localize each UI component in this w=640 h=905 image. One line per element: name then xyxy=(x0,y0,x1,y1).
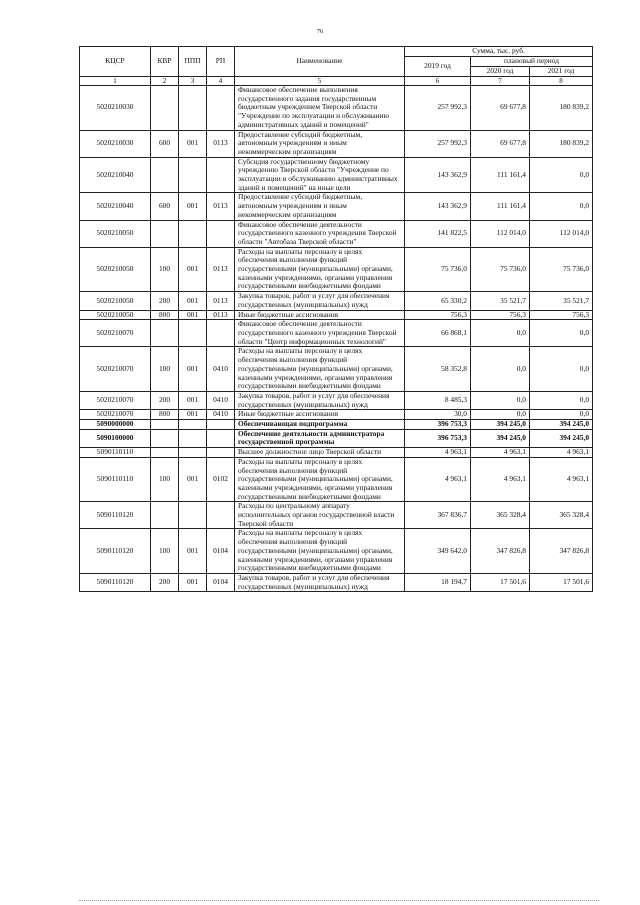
cell-2021: 4 963,1 xyxy=(530,457,593,502)
cell-2021: 365 328,4 xyxy=(530,502,593,529)
cell-ppp: 001 xyxy=(179,457,207,502)
cell-ppp xyxy=(179,220,207,247)
cell-2021: 35 521,7 xyxy=(530,292,593,310)
header-name: Наименование xyxy=(235,47,405,77)
cell-2021: 0,0 xyxy=(530,157,593,193)
table-row xyxy=(80,502,593,529)
cell-kvr: 200 xyxy=(151,391,179,409)
cell-name: Закупка товаров, работ и услуг для обеспечения государственных (муниципальных) нужд xyxy=(235,391,405,409)
cell-name: Финансовое обеспечение деятельности государственного казенного учреждения Тверской области "Центр информационных технологий" xyxy=(235,320,405,347)
cell-2021: 756,3 xyxy=(530,310,593,320)
table-row xyxy=(80,247,593,292)
cell-kvr: 600 xyxy=(151,193,179,220)
cell-2021: 112 014,0 xyxy=(530,220,593,247)
cell-2020: 0,0 xyxy=(471,391,530,409)
cell-kcsr: 5020210040 xyxy=(80,157,151,193)
cell-kvr: 600 xyxy=(151,130,179,157)
cell-rp: 0104 xyxy=(207,529,235,574)
cell-2020: 35 521,7 xyxy=(471,292,530,310)
cell-name: Расходы на выплаты персоналу в целях обеспечения выполнения функций государственными (муниципальными) органами, казенными учреждениями, органами управления государственными внебюджетными фондами xyxy=(235,529,405,574)
cell-kvr: 200 xyxy=(151,573,179,591)
table-row xyxy=(80,157,593,193)
cell-ppp: 001 xyxy=(179,410,207,420)
cell-2020: 394 245,0 xyxy=(471,429,530,447)
table-row xyxy=(80,86,593,131)
cell-2021: 347 826,8 xyxy=(530,529,593,574)
cell-2020: 394 245,0 xyxy=(471,420,530,430)
cell-ppp: 001 xyxy=(179,529,207,574)
cell-2020: 69 677,8 xyxy=(471,130,530,157)
cell-2019: 396 753,3 xyxy=(405,420,471,430)
table-row xyxy=(80,391,593,409)
cell-kcsr: 5020210050 xyxy=(80,310,151,320)
cell-2019: 143 362,9 xyxy=(405,193,471,220)
cell-2019: 4 963,1 xyxy=(405,448,471,458)
cell-2021: 394 245,0 xyxy=(530,420,593,430)
cell-2019: 66 868,1 xyxy=(405,320,471,347)
cell-kcsr: 5020210050 xyxy=(80,247,151,292)
table-row xyxy=(80,320,593,347)
cell-2019: 58 352,8 xyxy=(405,347,471,392)
cell-kcsr: 5090000000 xyxy=(80,420,151,430)
cell-2019: 65 330,2 xyxy=(405,292,471,310)
cell-kcsr: 5020210070 xyxy=(80,320,151,347)
table-row xyxy=(80,573,593,591)
cell-kcsr: 5090110120 xyxy=(80,573,151,591)
cell-ppp: 001 xyxy=(179,247,207,292)
cell-2020: 756,3 xyxy=(471,310,530,320)
cell-2021: 0,0 xyxy=(530,347,593,392)
cell-ppp: 001 xyxy=(179,347,207,392)
cell-2020: 4 963,1 xyxy=(471,448,530,458)
header-kvr: КВР xyxy=(151,47,179,77)
cell-2020: 365 328,4 xyxy=(471,502,530,529)
cell-kvr: 200 xyxy=(151,292,179,310)
cell-kvr: 800 xyxy=(151,310,179,320)
cell-rp: 0113 xyxy=(207,292,235,310)
cell-2019: 143 362,9 xyxy=(405,157,471,193)
cell-2020: 111 161,4 xyxy=(471,193,530,220)
column-index: 3 xyxy=(179,77,207,86)
cell-kcsr: 5020210070 xyxy=(80,391,151,409)
cell-kcsr: 5020210070 xyxy=(80,347,151,392)
cell-name: Предоставление субсидий бюджетным, автономным учреждениям и иным некоммерческим организациям xyxy=(235,193,405,220)
cell-kcsr: 5020210050 xyxy=(80,292,151,310)
cell-name: Иные бюджетные ассигнования xyxy=(235,410,405,420)
footer-line xyxy=(79,898,599,903)
cell-2021: 4 963,1 xyxy=(530,448,593,458)
column-index: 4 xyxy=(207,77,235,86)
cell-ppp xyxy=(179,86,207,131)
header-planned-period: плановый период xyxy=(471,57,593,67)
cell-2019: 8 485,3 xyxy=(405,391,471,409)
cell-ppp xyxy=(179,429,207,447)
cell-2021: 75 736,0 xyxy=(530,247,593,292)
cell-2021: 17 501,6 xyxy=(530,573,593,591)
cell-rp: 0410 xyxy=(207,410,235,420)
header-rp: РП xyxy=(207,47,235,77)
cell-ppp: 001 xyxy=(179,130,207,157)
cell-2021: 0,0 xyxy=(530,391,593,409)
cell-kvr xyxy=(151,220,179,247)
cell-kvr xyxy=(151,502,179,529)
cell-name: Иные бюджетные ассигнования xyxy=(235,310,405,320)
cell-kcsr: 5020210030 xyxy=(80,130,151,157)
table-row xyxy=(80,130,593,157)
cell-kvr xyxy=(151,448,179,458)
cell-2019: 257 992,3 xyxy=(405,130,471,157)
cell-rp xyxy=(207,429,235,447)
header-sum: Сумма, тыс. руб. xyxy=(405,47,593,57)
page-number: 76 xyxy=(316,28,324,35)
header-year-2019: 2019 год xyxy=(405,57,471,77)
table-row xyxy=(80,429,593,447)
cell-rp: 0104 xyxy=(207,573,235,591)
table-row xyxy=(80,347,593,392)
cell-kvr xyxy=(151,320,179,347)
cell-ppp xyxy=(179,320,207,347)
cell-2020: 69 677,8 xyxy=(471,86,530,131)
cell-rp: 0113 xyxy=(207,130,235,157)
table-row xyxy=(80,529,593,574)
column-index: 7 xyxy=(471,77,530,86)
cell-rp xyxy=(207,220,235,247)
cell-name: Высшее должностное лицо Тверской области xyxy=(235,448,405,458)
cell-ppp: 001 xyxy=(179,193,207,220)
cell-rp: 0113 xyxy=(207,310,235,320)
cell-2021: 180 839,2 xyxy=(530,86,593,131)
cell-rp xyxy=(207,420,235,430)
cell-2019: 18 194,7 xyxy=(405,573,471,591)
table-body xyxy=(80,86,593,592)
cell-rp xyxy=(207,448,235,458)
cell-name: Предоставление субсидий бюджетным, автономным учреждениям и иным некоммерческим организациям xyxy=(235,130,405,157)
cell-kvr: 100 xyxy=(151,347,179,392)
cell-2019: 349 642,0 xyxy=(405,529,471,574)
table-row xyxy=(80,448,593,458)
table-row xyxy=(80,457,593,502)
budget-table xyxy=(79,46,593,592)
cell-kcsr: 5090110120 xyxy=(80,502,151,529)
cell-2020: 0,0 xyxy=(471,347,530,392)
column-index: 8 xyxy=(530,77,593,86)
cell-name: Финансовое обеспечение деятельности государственного казенного учреждения Тверской области "Автобаза Тверской области" xyxy=(235,220,405,247)
cell-name: Субсидия государственному бюджетному учреждению Тверской области "Учреждение по эксплуатации и обслуживанию административных зданий и помещений" на иные цели xyxy=(235,157,405,193)
header-kcsr: КЦСР xyxy=(80,47,151,77)
cell-kvr: 800 xyxy=(151,410,179,420)
cell-rp xyxy=(207,320,235,347)
cell-2020: 0,0 xyxy=(471,320,530,347)
cell-rp: 0410 xyxy=(207,347,235,392)
cell-kcsr: 5020210050 xyxy=(80,220,151,247)
cell-kvr: 100 xyxy=(151,247,179,292)
cell-name: Расходы на выплаты персоналу в целях обеспечения выполнения функций государственными (муниципальными) органами, казенными учреждениями, органами управления государственными внебюджетными фондами xyxy=(235,457,405,502)
cell-2021: 394 245,0 xyxy=(530,429,593,447)
column-index: 6 xyxy=(405,77,471,86)
cell-kcsr: 5090100000 xyxy=(80,429,151,447)
column-index: 2 xyxy=(151,77,179,86)
cell-2021: 0,0 xyxy=(530,320,593,347)
cell-name: Обеспечение деятельности администратора государственной программы xyxy=(235,429,405,447)
table-header xyxy=(80,47,593,86)
cell-rp: 0113 xyxy=(207,247,235,292)
cell-name: Расходы на выплаты персоналу в целях обеспечения выполнения функций государственными (муниципальными) органами, казенными учреждениями, органами управления государственными внебюджетными фондами xyxy=(235,247,405,292)
cell-kvr xyxy=(151,420,179,430)
cell-ppp xyxy=(179,157,207,193)
cell-name: Финансовое обеспечение выполнения государственного задания государственным бюджетным учреждением Тверской области "Учреждение по эксплуатации и обслуживанию административных зданий и помещений" xyxy=(235,86,405,131)
table-row xyxy=(80,220,593,247)
cell-2019: 367 836,7 xyxy=(405,502,471,529)
table-row xyxy=(80,420,593,430)
cell-2019: 396 753,3 xyxy=(405,429,471,447)
table-row xyxy=(80,292,593,310)
cell-rp: 0102 xyxy=(207,457,235,502)
cell-2019: 257 992,3 xyxy=(405,86,471,131)
cell-kvr xyxy=(151,86,179,131)
cell-rp: 0410 xyxy=(207,391,235,409)
column-index: 1 xyxy=(80,77,151,86)
cell-2020: 0,0 xyxy=(471,410,530,420)
cell-2020: 112 014,0 xyxy=(471,220,530,247)
cell-kcsr: 5090110110 xyxy=(80,457,151,502)
cell-2020: 17 501,6 xyxy=(471,573,530,591)
cell-ppp: 001 xyxy=(179,310,207,320)
cell-kvr: 100 xyxy=(151,529,179,574)
cell-name: Расходы на выплаты персоналу в целях обеспечения выполнения функций государственными (муниципальными) органами, казенными учреждениями, органами управления государственными внебюджетными фондами xyxy=(235,347,405,392)
cell-2019: 4 963,1 xyxy=(405,457,471,502)
cell-kcsr: 5020210070 xyxy=(80,410,151,420)
cell-2020: 75 736,0 xyxy=(471,247,530,292)
cell-ppp xyxy=(179,448,207,458)
cell-rp xyxy=(207,502,235,529)
cell-2019: 75 736,0 xyxy=(405,247,471,292)
cell-2021: 180 839,2 xyxy=(530,130,593,157)
cell-2019: 141 822,5 xyxy=(405,220,471,247)
cell-kcsr: 5020210030 xyxy=(80,86,151,131)
cell-kcsr: 5090110110 xyxy=(80,448,151,458)
cell-2019: 756,3 xyxy=(405,310,471,320)
cell-kcsr: 5090110120 xyxy=(80,529,151,574)
cell-ppp: 001 xyxy=(179,391,207,409)
cell-ppp xyxy=(179,502,207,529)
cell-rp xyxy=(207,157,235,193)
cell-name: Закупка товаров, работ и услуг для обеспечения государственных (муниципальных) нужд xyxy=(235,573,405,591)
cell-rp: 0113 xyxy=(207,193,235,220)
cell-2020: 347 826,8 xyxy=(471,529,530,574)
cell-name: Обеспечивающая подпрограмма xyxy=(235,420,405,430)
header-ppp: ППП xyxy=(179,47,207,77)
table-row xyxy=(80,193,593,220)
cell-kcsr: 5020210040 xyxy=(80,193,151,220)
cell-ppp: 001 xyxy=(179,573,207,591)
cell-name: Закупка товаров, работ и услуг для обеспечения государственных (муниципальных) нужд xyxy=(235,292,405,310)
cell-2019: 30,0 xyxy=(405,410,471,420)
header-year-2020: 2020 год xyxy=(471,67,530,77)
cell-rp xyxy=(207,86,235,131)
cell-ppp xyxy=(179,420,207,430)
cell-kvr xyxy=(151,157,179,193)
cell-2021: 0,0 xyxy=(530,410,593,420)
cell-2020: 111 161,4 xyxy=(471,157,530,193)
cell-name: Расходы по центральному аппарату исполнительных органов государственной власти Тверской области xyxy=(235,502,405,529)
cell-kvr: 100 xyxy=(151,457,179,502)
cell-kvr xyxy=(151,429,179,447)
column-index: 5 xyxy=(235,77,405,86)
cell-2020: 4 963,1 xyxy=(471,457,530,502)
cell-2021: 0,0 xyxy=(530,193,593,220)
cell-ppp: 001 xyxy=(179,292,207,310)
header-year-2021: 2021 год xyxy=(530,67,593,77)
